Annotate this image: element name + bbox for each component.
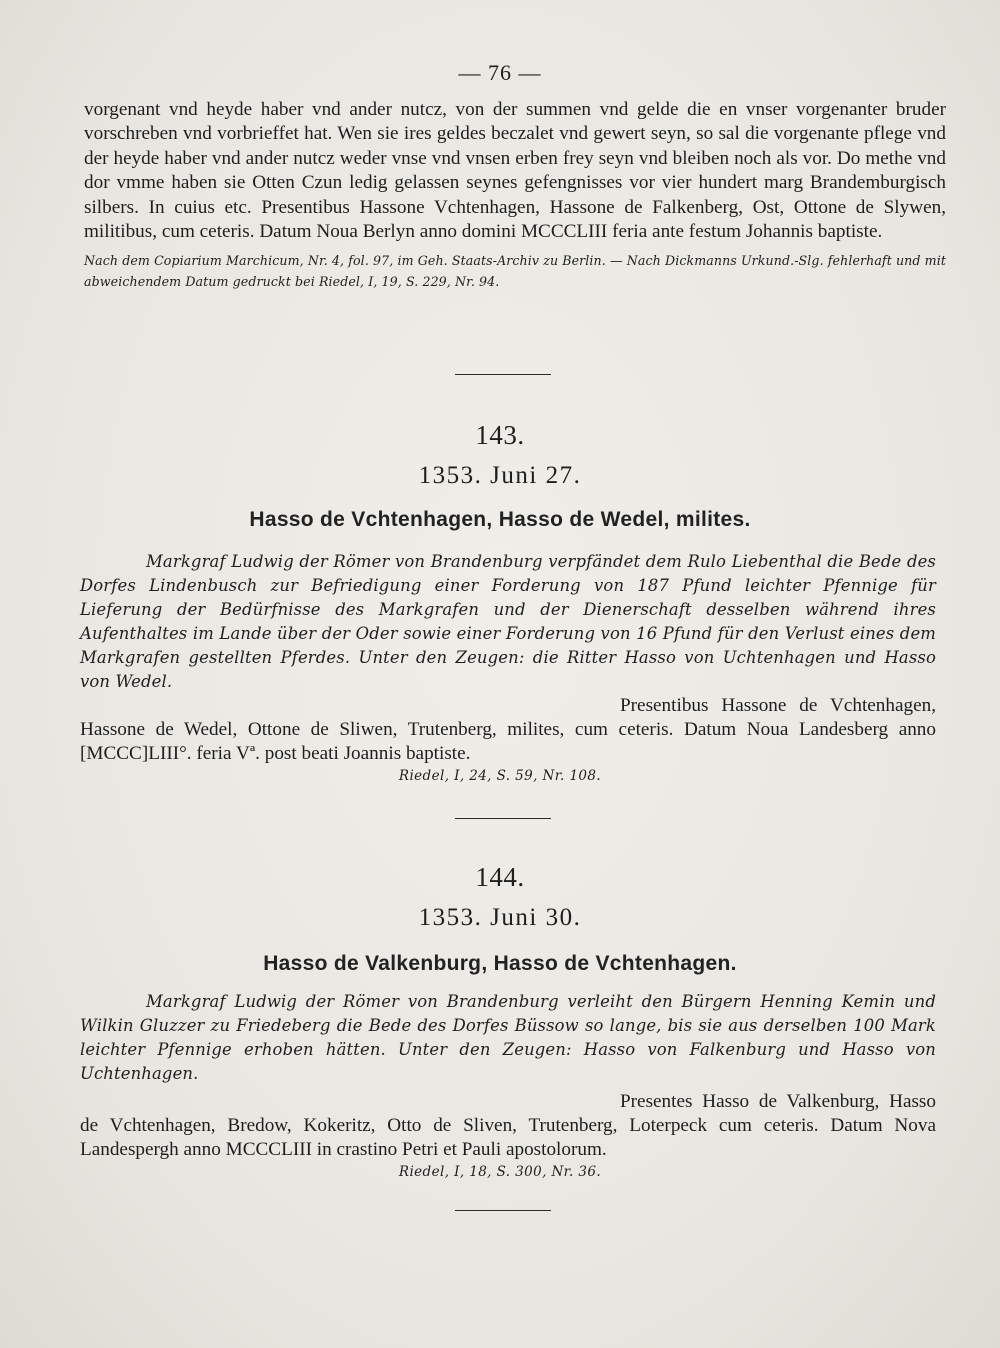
continuation-section [84,98,946,292]
section-divider [455,1210,551,1211]
source-reference: Riedel, I, 18, S. 300, Nr. 36. [398,1164,602,1180]
continuation-text: vorgenant vnd heyde haber vnd ander nutcz, von der summen vnd gelde die en vnser vorgenanter bruder vorschreben vnd vorbrieffet hat. Wen sie ires geldes beczalet vnd gewert seyn, so sal die vorgenante pflege vnd der heyde haber vnd ander nutcz weder vnse vnd vnsen erben frey seyn vnd bleiben noch als vor. Do methe vnd dor vmme haben sie Otten Czun ledig gelassen seynes gefengnisses vor vier hundert marg Brandemburgisch silbers. In cuius etc. Presentibus Hassone Vchtenhagen, Hassone de Falkenberg, Ost, Ottone de Slywen, militibus, cum ceteris. Datum Noua Berlyn anno domini MCCCLIII feria ante festum Johannis baptiste. [84,99,946,243]
testes-text: Presentes Hasso de Valkenburg, Hasso de Vchtenhagen, Bredow, Kokeritz, Otto de Sliven, Trutenberg, Loterpeck cum ceteris. Datum Nova Landespergh anno MCCCLIII in crastino Petri et Pauli apostolorum. [80,1091,936,1160]
document-heading: Hasso de Vchtenhagen, Hasso de Wedel, milites. [249,508,751,531]
document-heading: Hasso de Valkenburg, Hasso de Vchtenhagen. [263,952,737,975]
document-number: 144. [475,862,525,892]
document-date: 1353. Juni 30. [418,904,582,931]
source-note: Nach dem Copiarium Marchicum, Nr. 4, fol. 97, im Geh. Staats-Archiv zu Berlin. — Nach Dickmanns Urkund.-Slg. fehlerhaft und mit abweichendem Datum gedruckt bei Riedel, I, 19, S. 229, Nr. 94. [84,253,946,290]
page-number: — 76 — [458,60,542,85]
regest-text: Markgraf Ludwig der Römer von Brandenburg verleiht den Bürgern Henning Kemin und Wilkin Gluzzer zu Friedeberg die Bede des Dorfes Büssow so lange, bis sie aus derselben 100 Mark leichter Pfennige erhoben hätten. Unter den Zeugen: Hasso von Falkenburg und Hasso von Uchtenhagen. [80,992,936,1083]
section-divider [455,374,551,375]
testes-text: Presentibus Hassone de Vchtenhagen, Hassone de Wedel, Ottone de Sliwen, Trutenberg, milites, cum ceteris. Datum Noua Landesberg anno [MCCC]LIII°. feria Vª. post beati Joannis baptiste. [80,695,936,764]
section-divider [455,818,551,819]
document-number: 143. [475,420,525,450]
source-reference: Riedel, I, 24, S. 59, Nr. 108. [398,768,602,784]
regest-text: Markgraf Ludwig der Römer von Brandenburg verpfändet dem Rulo Liebenthal die Bede des Dorfes Lindenbusch zur Befriedigung einer Forderung von 187 Pfund leichter Pfennige für Lieferung der Bedürfnisse des Markgrafen und der Dienerschaft desselben während ihres Aufenthaltes im Lande über der Oder sowie einer Forderung von 16 Pfund für den Verlust eines dem Markgrafen gestellten Pferdes. Unter den Zeugen: die Ritter Hasso von Uchtenhagen und Hasso von Wedel. [80,552,936,691]
document-date: 1353. Juni 27. [418,462,582,489]
